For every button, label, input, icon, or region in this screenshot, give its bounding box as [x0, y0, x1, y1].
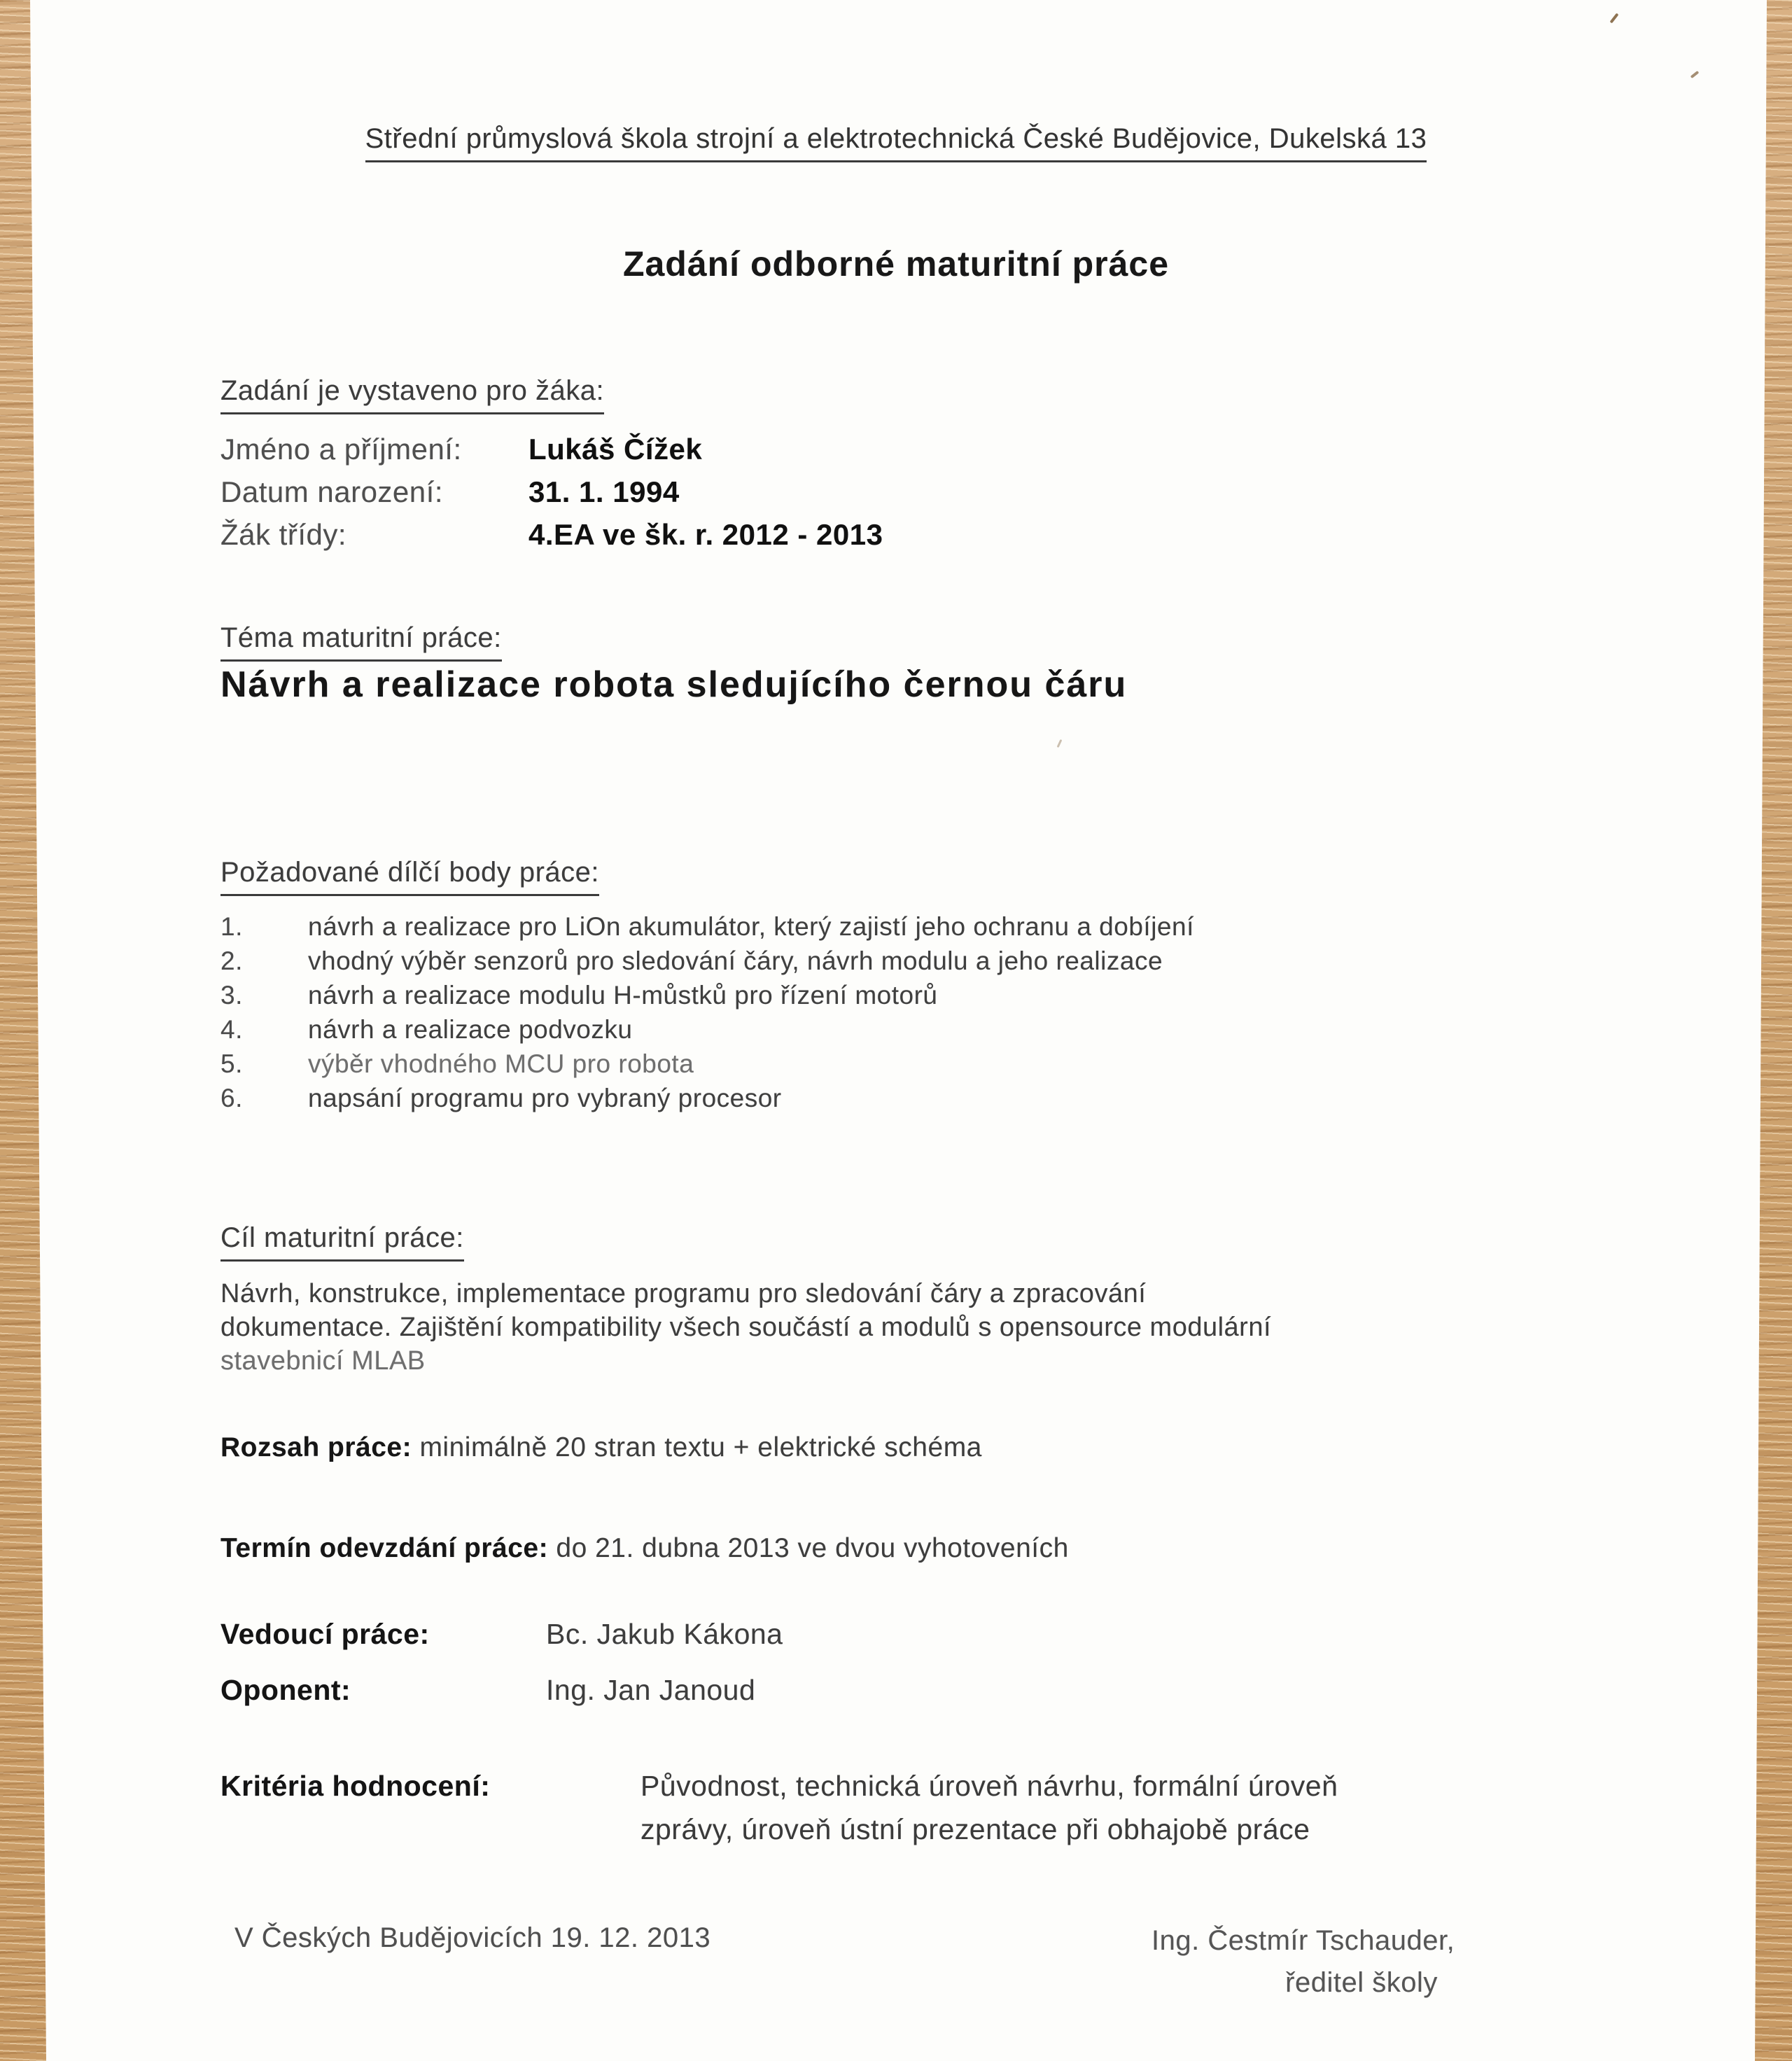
goal-line: stavebnicí MLAB — [220, 1346, 426, 1376]
list-item-number: 4. — [220, 1015, 243, 1044]
goal-line: dokumentace. Zajištění kompatibility všech součástí a modulů s opensource modulární — [220, 1313, 1272, 1342]
scope-value: minimálně 20 stran textu + elektrické schéma — [419, 1432, 982, 1462]
opponent-label: Oponent: — [220, 1674, 351, 1706]
list-item-number: 2. — [220, 946, 243, 975]
opponent-value: Ing. Jan Janoud — [546, 1674, 756, 1706]
criteria-row — [220, 1764, 1338, 1851]
list-item-text: napsání programu pro vybraný procesor — [308, 1084, 782, 1112]
theme-title: Návrh a realizace robota sledujícího černou čáru — [220, 664, 1128, 705]
school-header-text: Střední průmyslová škola strojní a elektrotechnická České Budějovice, Dukelská 13 — [365, 123, 1427, 162]
criteria-label: Kritéria hodnocení: — [220, 1770, 491, 1802]
list-item-text: vhodný výběr senzorů pro sledování čáry, návrh modulu a jeho realizace — [308, 946, 1163, 975]
list-item — [220, 1084, 1194, 1118]
student-section-heading: Zadání je vystaveno pro žáka: — [220, 375, 604, 414]
supervisor-label: Vedoucí práce: — [220, 1618, 430, 1650]
criteria-line: zprávy, úroveň ústní prezentace při obhajobě práce — [640, 1813, 1310, 1845]
field-value: 31. 1. 1994 — [528, 475, 680, 508]
field-label: Žák třídy: — [220, 518, 347, 551]
list-item — [220, 1015, 1194, 1049]
list-item-number: 6. — [220, 1084, 243, 1112]
list-item-number: 5. — [220, 1049, 243, 1078]
scope-label: Rozsah práce: — [220, 1432, 412, 1462]
field-row-birthdate — [220, 475, 883, 518]
supervisor-value: Bc. Jakub Kákona — [546, 1618, 783, 1650]
field-label: Jméno a příjmení: — [220, 433, 462, 466]
criteria-line: Původnost, technická úroveň návrhu, formální úroveň — [640, 1770, 1338, 1802]
opponent-row — [220, 1674, 755, 1707]
scope-line — [220, 1432, 982, 1463]
field-label: Datum narození: — [220, 475, 443, 508]
requirements-heading: Požadované dílčí body práce: — [220, 857, 599, 896]
footer-place-date: V Českých Budějovicích 19. 12. 2013 — [234, 1922, 711, 1953]
field-row-name — [220, 433, 883, 475]
signature-block — [1152, 1920, 1572, 2004]
deadline-value: do 21. dubna 2013 ve dvou vyhotoveních — [556, 1533, 1069, 1563]
field-value: 4.EA ve šk. r. 2012 - 2013 — [528, 518, 883, 551]
theme-section-heading: Téma maturitní práce: — [220, 622, 502, 662]
goal-text — [220, 1277, 1578, 1378]
goal-line: Návrh, konstrukce, implementace programu pro sledování čáry a zpracování — [220, 1279, 1147, 1308]
list-item-text: návrh a realizace podvozku — [308, 1015, 633, 1044]
signer-name: Ing. Čestmír Tschauder, — [1152, 1925, 1455, 1956]
list-item-number: 1. — [220, 912, 243, 941]
list-item-text: návrh a realizace modulu H-můstků pro řízení motorů — [308, 981, 938, 1009]
list-item-text: návrh a realizace pro LiOn akumulátor, který zajistí jeho ochranu a dobíjení — [308, 912, 1194, 941]
deadline-line — [220, 1533, 1069, 1564]
student-fields — [220, 433, 883, 561]
criteria-value — [640, 1764, 1338, 1851]
supervisor-row — [220, 1618, 783, 1651]
list-item-number: 3. — [220, 981, 243, 1009]
document-title: Zadání odborné maturitní práce — [622, 244, 1170, 284]
school-header — [0, 123, 1792, 162]
list-item-text: výběr vhodného MCU pro robota — [308, 1049, 694, 1078]
field-value: Lukáš Čížek — [528, 433, 703, 466]
signer-title: ředitel školy — [1285, 1967, 1438, 1998]
field-row-class — [220, 518, 883, 561]
requirements-list — [220, 912, 1194, 1118]
list-item — [220, 912, 1194, 946]
list-item — [220, 1049, 1194, 1084]
list-item — [220, 981, 1194, 1015]
list-item — [220, 946, 1194, 981]
deadline-label: Termín odevzdání práce: — [220, 1533, 549, 1563]
goal-heading: Cíl maturitní práce: — [220, 1222, 464, 1262]
